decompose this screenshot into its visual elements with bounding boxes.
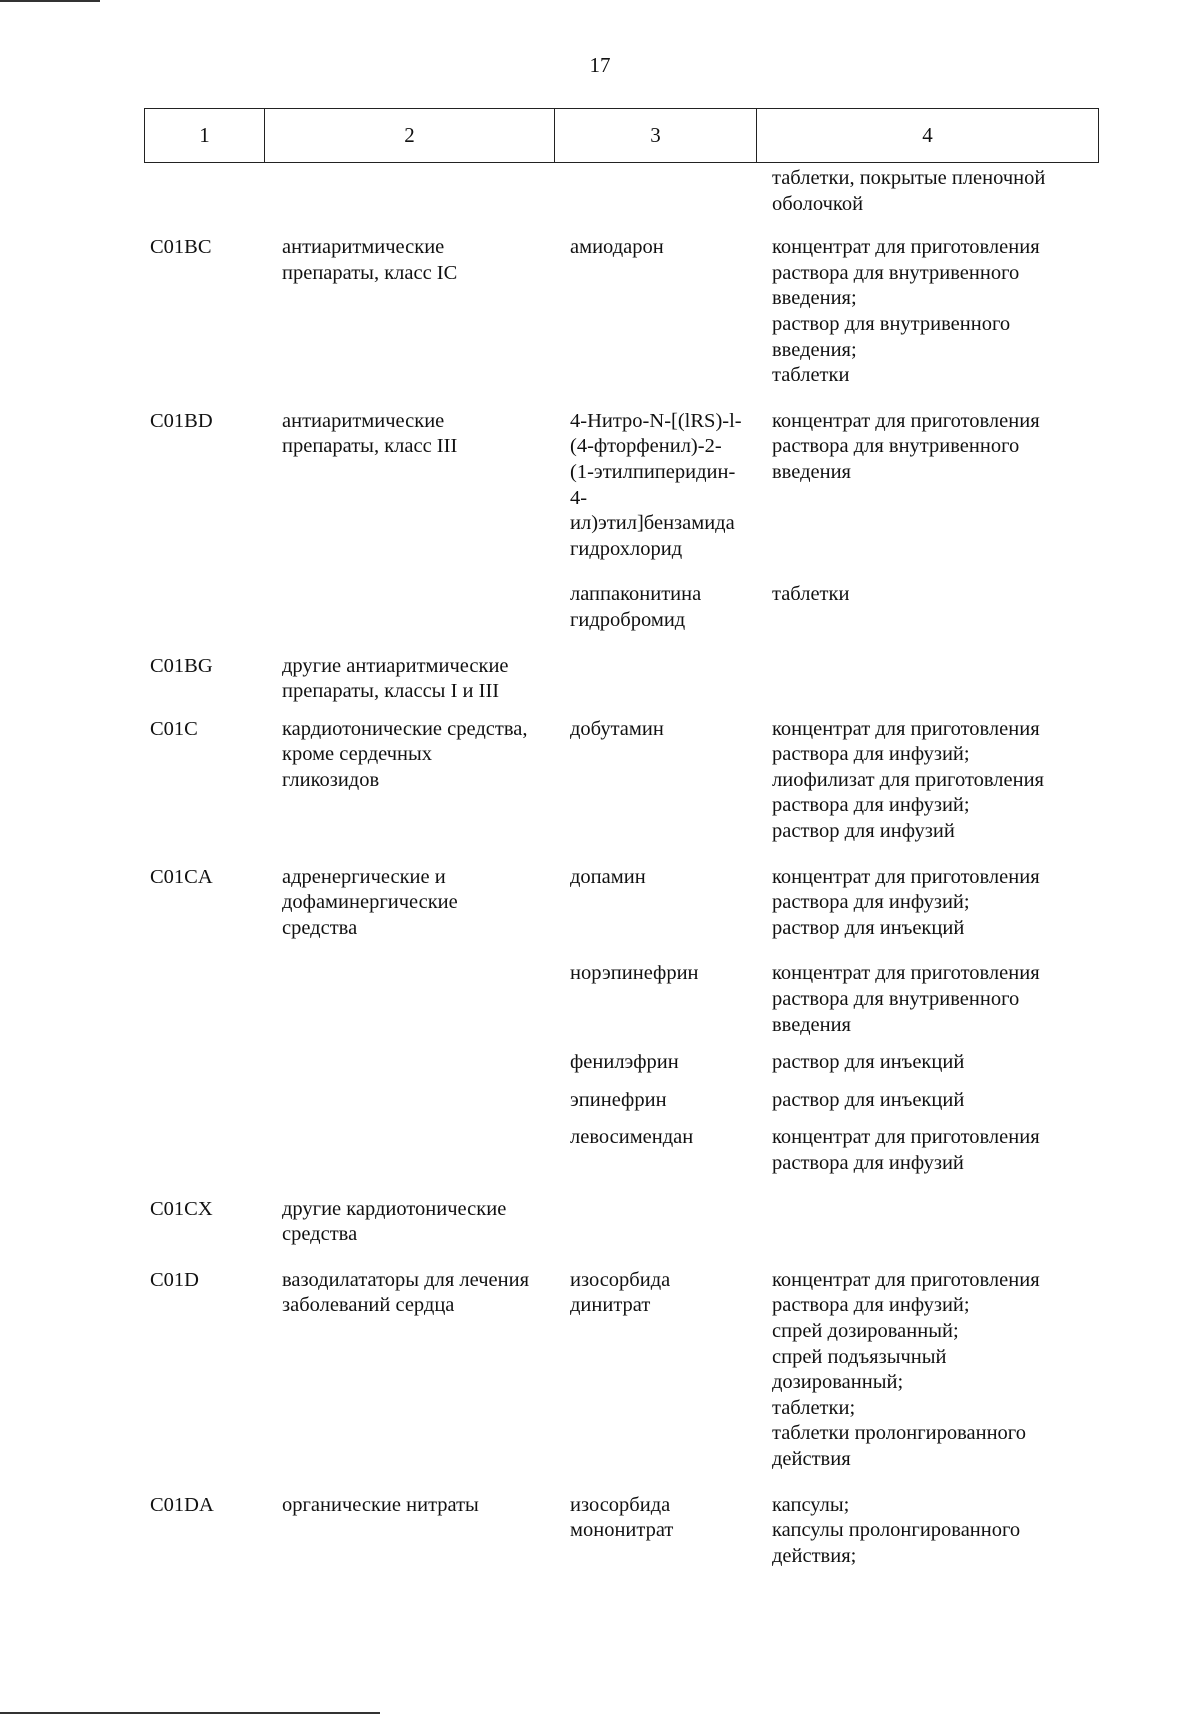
forms-cell (772, 1197, 1092, 1248)
atc-code-cell (0, 1125, 278, 1176)
drug-line: (1-этилпиперидин- (570, 460, 736, 483)
drug-cell (570, 1493, 772, 1570)
forms-line: концентрат для приготовления (772, 409, 1040, 432)
forms-line: раствор для инфузий (772, 820, 955, 843)
table-row (0, 1125, 1200, 1176)
forms-cell (772, 1493, 1092, 1570)
group-cell (278, 235, 570, 389)
forms-line: введения; (772, 338, 857, 361)
drug-line: амиодарон (570, 236, 664, 259)
drug-cell (570, 582, 772, 633)
atc-code-cell: C01BG (150, 654, 213, 677)
drug-line: эпинефрин (570, 1088, 667, 1111)
group-cell (278, 961, 570, 1038)
group-line: другие кардиотонические (282, 1197, 507, 1220)
scan-edge-bottom (0, 1712, 380, 1714)
group-cell (278, 409, 570, 563)
forms-line: раствора для инфузий (772, 1152, 964, 1174)
forms-line: спрей подъязычный (772, 1345, 947, 1368)
forms-cell (772, 235, 1092, 389)
column-header-2: 2 (265, 109, 555, 163)
atc-code-cell: C01C (150, 717, 198, 740)
table-row (0, 865, 1200, 942)
drug-line: гидробромид (570, 608, 686, 631)
scan-edge-top-left (0, 0, 100, 2)
drug-cell (570, 1125, 772, 1176)
drug-line: лаппаконитина (570, 583, 702, 606)
drug-cell (570, 1050, 772, 1076)
drug-line: мононитрат (570, 1519, 674, 1542)
forms-line: раствора для внутривенного (772, 988, 1020, 1011)
drug-cell (570, 1088, 772, 1114)
table-row (0, 166, 1200, 217)
forms-cell (772, 1088, 1092, 1114)
group-cell (278, 1493, 570, 1570)
drug-line: изосорбида (570, 1493, 671, 1516)
table-body (0, 166, 1200, 1569)
forms-line: таблетки; (772, 1396, 856, 1419)
forms-line: концентрат для приготовления (772, 865, 1040, 888)
column-header-1: 1 (145, 109, 265, 163)
table-row (0, 409, 1200, 563)
forms-line: капсулы; (772, 1493, 850, 1516)
drug-line: 4- (570, 486, 588, 509)
group-line: кардиотонические средства, (282, 717, 528, 740)
drug-line: динитрат (570, 1294, 651, 1317)
table-row (0, 1268, 1200, 1473)
forms-cell (772, 166, 1092, 217)
drug-line: ил)этил]бензамида (570, 512, 735, 535)
forms-line: раствор для инъекций (772, 1088, 965, 1111)
forms-line: таблетки пролонгированного (772, 1422, 1026, 1445)
drug-line: добутамин (570, 717, 664, 740)
forms-line: таблетки (772, 583, 850, 606)
forms-cell (772, 865, 1092, 942)
group-cell (278, 1088, 570, 1114)
group-line: средства (282, 916, 358, 939)
forms-line: концентрат для приготовления (772, 236, 1040, 259)
drug-cell (570, 654, 772, 705)
table-row (0, 1088, 1200, 1114)
drug-line: норэпинефрин (570, 962, 699, 985)
column-header-4: 4 (757, 109, 1099, 163)
table-row (0, 1197, 1200, 1248)
table-row (0, 582, 1200, 633)
forms-line: действия; (772, 1544, 857, 1567)
forms-cell (772, 1268, 1092, 1473)
forms-line: концентрат для приготовления (772, 717, 1040, 740)
group-line: другие антиаритмические (282, 654, 509, 677)
forms-line: раствор для внутривенного (772, 312, 1011, 335)
forms-cell (772, 1050, 1092, 1076)
forms-line: концентрат для приготовления (772, 1268, 1040, 1291)
drug-line: допамин (570, 865, 646, 888)
page-number: 17 (589, 53, 611, 77)
forms-line: спрей дозированный; (772, 1319, 959, 1342)
drug-cell (570, 1197, 772, 1248)
table-row (0, 1050, 1200, 1076)
atc-code-cell: C01BC (150, 236, 212, 259)
table-header (144, 108, 1099, 163)
group-line: дофаминергические (282, 891, 458, 914)
forms-line: введения (772, 460, 851, 483)
group-line: средства (282, 1223, 358, 1246)
drug-cell (570, 1268, 772, 1473)
forms-cell (772, 961, 1092, 1038)
drug-cell (570, 865, 772, 942)
drug-line: (4-фторфенил)-2- (570, 435, 722, 458)
atc-code-cell (0, 961, 278, 1038)
group-cell (278, 865, 570, 942)
forms-line: дозированный; (772, 1371, 904, 1394)
group-line: вазодилататоры для лечения (282, 1268, 530, 1291)
group-line: органические нитраты (282, 1493, 479, 1516)
group-cell (278, 1197, 570, 1248)
forms-line: раствора для инфузий; (772, 794, 970, 817)
forms-line: таблетки, покрытые пленочной (772, 167, 1046, 189)
group-line: адренергические и (282, 865, 446, 888)
forms-line: раствора для инфузий; (772, 891, 970, 914)
table-row (0, 654, 1200, 705)
drug-line: гидрохлорид (570, 537, 683, 560)
forms-line: капсулы пролонгированного (772, 1519, 1021, 1542)
table-row (0, 961, 1200, 1038)
group-cell (278, 654, 570, 705)
forms-line: введения; (772, 287, 857, 310)
atc-code-cell (0, 1088, 278, 1114)
drug-cell (570, 717, 772, 845)
forms-line: раствор для инъекций (772, 1051, 965, 1074)
group-line: антиаритмические (282, 236, 445, 259)
group-line: препараты, класс III (282, 435, 458, 458)
forms-line: раствор для инъекций (772, 916, 965, 939)
forms-line: таблетки (772, 364, 850, 387)
forms-cell (772, 582, 1092, 633)
table-row (0, 235, 1200, 389)
atc-code-cell (0, 582, 278, 633)
drug-line: левосимендан (570, 1126, 694, 1149)
forms-line: действия (772, 1447, 851, 1470)
atc-code-cell: C01CX (150, 1197, 213, 1220)
atc-code-cell: C01BD (150, 409, 213, 432)
group-cell (278, 1050, 570, 1076)
group-line: заболеваний сердца (282, 1294, 455, 1317)
drug-cell (570, 961, 772, 1038)
drug-line: фенилэфрин (570, 1051, 679, 1074)
forms-line: раствора для внутривенного (772, 261, 1020, 284)
group-cell (278, 1125, 570, 1176)
atc-code-cell: C01D (150, 1268, 199, 1291)
table-row (0, 1493, 1200, 1570)
atc-code-cell: C01DA (150, 1493, 214, 1516)
forms-line: раствора для инфузий; (772, 743, 970, 766)
atc-code-cell (0, 1050, 278, 1076)
drug-cell (570, 166, 772, 217)
drug-line: изосорбида (570, 1268, 671, 1291)
column-header-3: 3 (555, 109, 757, 163)
drug-cell (570, 235, 772, 389)
group-cell (278, 582, 570, 633)
forms-line: лиофилизат для приготовления (772, 768, 1044, 791)
group-line: гликозидов (282, 768, 380, 791)
forms-cell (772, 1125, 1092, 1176)
forms-line: раствора для инфузий; (772, 1294, 970, 1317)
group-line: антиаритмические (282, 409, 445, 432)
forms-line: концентрат для приготовления (772, 1126, 1040, 1149)
group-line: препараты, класс IC (282, 261, 458, 284)
forms-cell (772, 717, 1092, 845)
forms-line: концентрат для приготовления (772, 962, 1040, 985)
forms-cell (772, 409, 1092, 563)
forms-line: оболочкой (772, 192, 864, 215)
table-row (0, 717, 1200, 845)
atc-code-cell: C01CA (150, 865, 213, 888)
group-cell (278, 717, 570, 845)
forms-line: введения (772, 1013, 851, 1036)
group-cell (278, 166, 570, 217)
drug-cell (570, 409, 772, 563)
forms-line: раствора для внутривенного (772, 435, 1020, 458)
group-line: кроме сердечных (282, 743, 433, 766)
group-line: препараты, классы I и III (282, 680, 500, 703)
drug-line: 4-Нитро-N-[(lRS)-l- (570, 409, 742, 432)
group-cell (278, 1268, 570, 1473)
atc-code-cell (0, 166, 278, 217)
forms-cell (772, 654, 1092, 705)
